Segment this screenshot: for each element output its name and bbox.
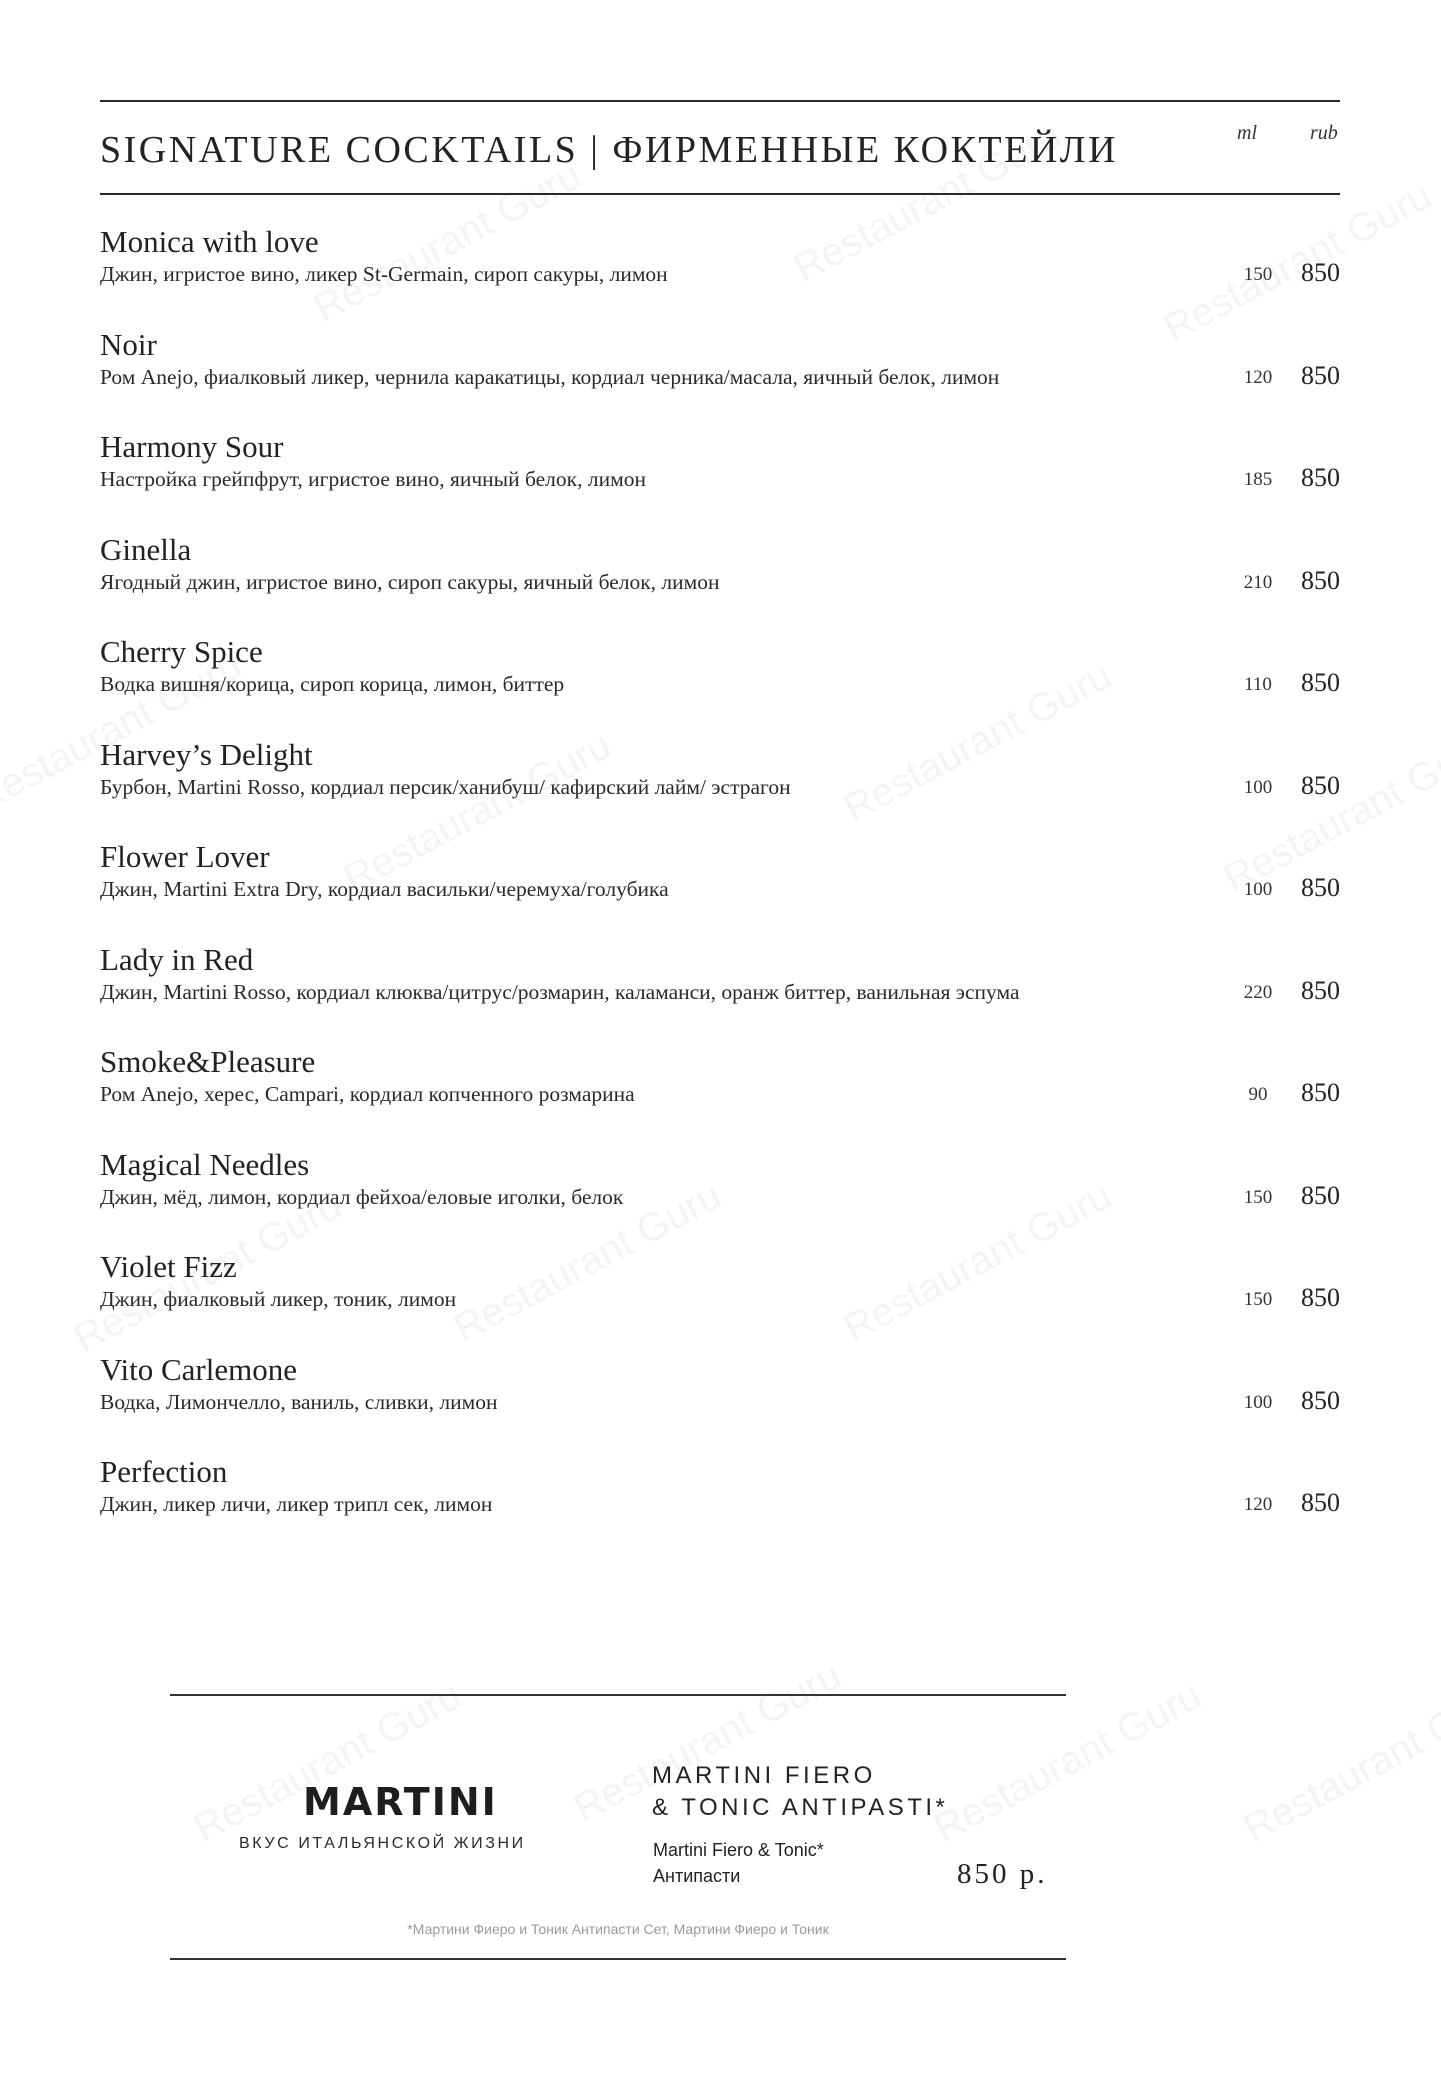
menu-item-price: 850 (1301, 1283, 1340, 1312)
menu-item-description: Ром Anejo, херес, Campari, кордиал копченного розмарина (100, 1082, 635, 1106)
promo-item-line-1: Martini Fiero & Tonic* (653, 1840, 824, 1860)
menu-item-description: Джин, ликер личи, ликер трипл сек, лимон (100, 1492, 493, 1516)
menu-item-price: 850 (1301, 975, 1340, 1005)
menu-item-volume: 220 (1243, 981, 1273, 1003)
menu-item-price: 850 (1301, 1078, 1340, 1107)
menu-item-volume: 100 (1243, 776, 1273, 798)
menu-item-name: Harvey’s Delight (100, 736, 313, 772)
rub-column-header: rub (1310, 122, 1338, 144)
menu-item-description: Джин, Martini Rosso, кордиал клюква/цитрус/розмарин, каламанси, оранж биттер, ванильная эспума (100, 979, 1020, 1004)
menu-item-price: 850 (1301, 565, 1340, 595)
menu-item-volume: 150 (1243, 1289, 1273, 1310)
menu-item-description: Джин, мёд, лимон, кордиал фейхоа/еловые иголки, белок (100, 1184, 624, 1209)
menu-item (100, 1245, 1340, 1348)
menu-item (100, 220, 1340, 323)
menu-item (100, 425, 1340, 528)
menu-item-price: 850 (1301, 873, 1340, 902)
promo-title-line-2: & TONIC ANTIPASTI* (652, 1794, 949, 1821)
header-bottom-rule (100, 193, 1340, 195)
promo-item-line-2: Антипасти (653, 1866, 741, 1886)
menu-item-volume: 120 (1243, 366, 1273, 388)
menu-item-name: Monica with love (100, 224, 319, 259)
menu-item-name: Flower Lover (100, 839, 270, 874)
menu-item-name: Violet Fizz (100, 1249, 237, 1284)
menu-item (100, 733, 1340, 836)
promo-footnote: *Мартини Фиеро и Тоник Антипасти Сет, Мартини Фиеро и Тоник (407, 1921, 829, 1937)
menu-item (100, 1040, 1340, 1143)
menu-item (100, 1450, 1340, 1553)
menu-item-volume: 120 (1243, 1494, 1273, 1515)
promo-bottom-rule (170, 1958, 1066, 1960)
menu-item-name: Vito Carlemone (100, 1351, 298, 1387)
menu-item-price: 850 (1301, 463, 1340, 492)
promo-price: 850 р. (957, 1858, 1048, 1890)
menu-item-description: Ром Anejo, фиалковый ликер, чернила каракатицы, кордиал черника/масала, яичный белок, лимон (100, 364, 1000, 389)
cocktail-list (100, 220, 1340, 1553)
menu-item-price: 850 (1301, 360, 1340, 390)
menu-item-name: Smoke&Pleasure (100, 1044, 316, 1079)
menu-item-volume: 150 (1243, 264, 1273, 285)
menu-item-name: Noir (100, 326, 157, 362)
menu-item-description: Бурбон, Martini Rosso, кордиал персик/ханибуш/ кафирский лайм/ эстрагон (100, 774, 791, 799)
menu-item-name: Harmony Sour (100, 429, 284, 464)
menu-item-name: Ginella (100, 531, 192, 567)
page-title: SIGNATURE COCKTAILS | ФИРМЕННЫЕ КОКТЕЙЛИ (100, 129, 1119, 171)
menu-item-price: 850 (1301, 1488, 1340, 1517)
menu-item-name: Lady in Red (100, 941, 254, 977)
menu-item (100, 1143, 1340, 1246)
menu-item-price: 850 (1301, 1180, 1340, 1210)
menu-item-description: Ягодный джин, игристое вино, сироп сакуры, яичный белок, лимон (100, 569, 720, 594)
menu-item-volume: 100 (1243, 879, 1273, 900)
menu-item-name: Cherry Spice (100, 634, 263, 669)
menu-item-price: 850 (1301, 668, 1340, 697)
menu-item-volume: 100 (1243, 1391, 1273, 1413)
menu-item-price: 850 (1301, 770, 1340, 800)
menu-item (100, 323, 1340, 426)
menu-item-price: 850 (1301, 258, 1340, 287)
menu-item-name: Perfection (100, 1454, 228, 1489)
menu-item-name: Magical Needles (100, 1146, 310, 1182)
menu-item-description: Джин, фиалковый ликер, тоник, лимон (100, 1287, 457, 1311)
menu-item (100, 630, 1340, 733)
menu-item-description: Настройка грейпфрут, игристое вино, яичный белок, лимон (100, 467, 646, 491)
menu-item (100, 938, 1340, 1041)
menu-item-volume: 185 (1243, 469, 1273, 490)
menu-item-volume: 150 (1243, 1186, 1273, 1208)
menu-item (100, 1348, 1340, 1451)
menu-item-volume: 210 (1243, 571, 1273, 593)
menu-item (100, 528, 1340, 631)
menu-item-description: Водка вишня/корица, сироп корица, лимон, биттер (100, 672, 565, 696)
menu-item-description: Джин, игристое вино, ликер St-Germain, сироп сакуры, лимон (100, 262, 668, 286)
menu-item (100, 835, 1340, 938)
menu-item-volume: 110 (1244, 674, 1272, 695)
menu-item-price: 850 (1301, 1385, 1340, 1415)
header-top-rule (100, 100, 1340, 102)
promo-title-line-1: MARTINI FIERO (652, 1762, 876, 1789)
martini-logo: MARTINI (303, 1780, 498, 1824)
martini-tagline: ВКУС ИТАЛЬЯНСКОЙ ЖИЗНИ (239, 1835, 526, 1852)
promo-top-rule (170, 1694, 1066, 1696)
menu-item-description: Водка, Лимончелло, ваниль, сливки, лимон (100, 1389, 498, 1414)
menu-item-description: Джин, Martini Extra Dry, кордиал васильки/черемуха/голубика (100, 877, 669, 901)
menu-item-volume: 90 (1248, 1084, 1268, 1105)
ml-column-header: ml (1237, 122, 1257, 144)
